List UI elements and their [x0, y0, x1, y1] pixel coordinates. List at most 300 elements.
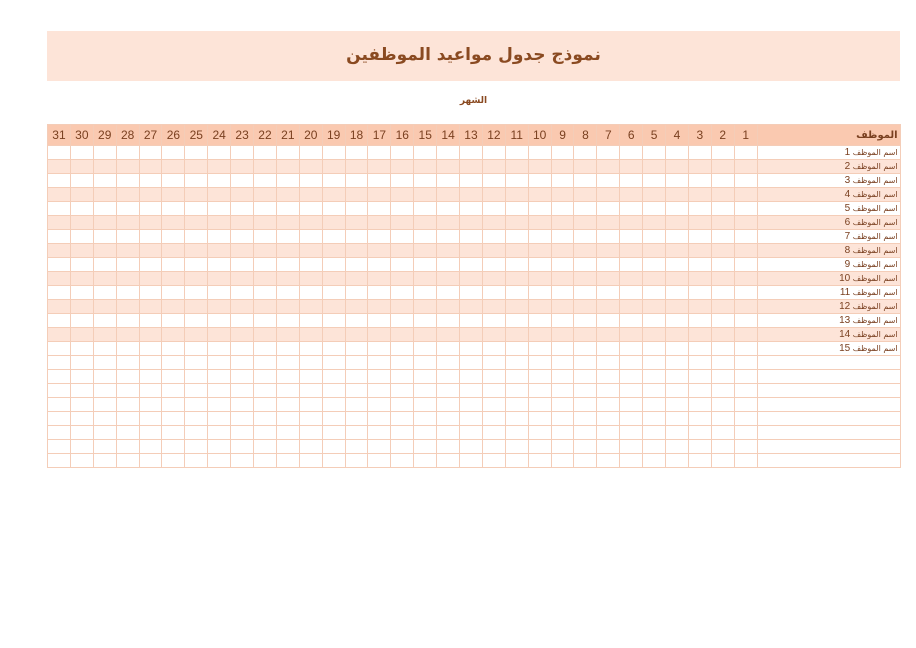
schedule-cell[interactable]	[734, 328, 757, 342]
employee-name-cell[interactable]	[757, 426, 900, 440]
employee-name-cell[interactable]	[757, 230, 900, 244]
schedule-cell[interactable]	[505, 160, 528, 174]
schedule-cell[interactable]	[48, 398, 71, 412]
schedule-cell[interactable]	[437, 188, 460, 202]
schedule-cell[interactable]	[620, 244, 643, 258]
schedule-cell[interactable]	[322, 412, 345, 426]
schedule-cell[interactable]	[620, 258, 643, 272]
schedule-cell[interactable]	[276, 342, 299, 356]
schedule-cell[interactable]	[482, 230, 505, 244]
schedule-cell[interactable]	[322, 328, 345, 342]
schedule-cell[interactable]	[48, 146, 71, 160]
schedule-cell[interactable]	[116, 412, 139, 426]
schedule-cell[interactable]	[666, 244, 689, 258]
schedule-cell[interactable]	[254, 356, 277, 370]
schedule-cell[interactable]	[711, 272, 734, 286]
schedule-cell[interactable]	[368, 300, 391, 314]
schedule-cell[interactable]	[93, 356, 116, 370]
schedule-cell[interactable]	[482, 398, 505, 412]
schedule-cell[interactable]	[139, 412, 162, 426]
schedule-cell[interactable]	[574, 412, 597, 426]
schedule-cell[interactable]	[711, 216, 734, 230]
schedule-cell[interactable]	[208, 272, 231, 286]
schedule-cell[interactable]	[666, 356, 689, 370]
schedule-cell[interactable]	[116, 160, 139, 174]
schedule-cell[interactable]	[93, 454, 116, 468]
schedule-cell[interactable]	[620, 286, 643, 300]
schedule-cell[interactable]	[688, 370, 711, 384]
schedule-cell[interactable]	[551, 300, 574, 314]
schedule-cell[interactable]	[185, 328, 208, 342]
schedule-cell[interactable]	[528, 440, 551, 454]
schedule-cell[interactable]	[688, 440, 711, 454]
schedule-cell[interactable]	[597, 146, 620, 160]
schedule-cell[interactable]	[162, 174, 185, 188]
schedule-cell[interactable]	[48, 258, 71, 272]
schedule-cell[interactable]	[414, 272, 437, 286]
schedule-cell[interactable]	[345, 454, 368, 468]
schedule-cell[interactable]	[666, 146, 689, 160]
schedule-cell[interactable]	[597, 454, 620, 468]
schedule-cell[interactable]	[299, 216, 322, 230]
schedule-cell[interactable]	[597, 342, 620, 356]
schedule-cell[interactable]	[643, 258, 666, 272]
schedule-cell[interactable]	[70, 216, 93, 230]
schedule-cell[interactable]	[711, 174, 734, 188]
schedule-cell[interactable]	[688, 398, 711, 412]
schedule-cell[interactable]	[276, 272, 299, 286]
schedule-cell[interactable]	[93, 174, 116, 188]
schedule-cell[interactable]	[551, 314, 574, 328]
schedule-cell[interactable]	[551, 188, 574, 202]
schedule-cell[interactable]	[231, 272, 254, 286]
schedule-cell[interactable]	[231, 160, 254, 174]
schedule-cell[interactable]	[162, 272, 185, 286]
employee-name-cell[interactable]	[757, 272, 900, 286]
schedule-cell[interactable]	[254, 272, 277, 286]
schedule-cell[interactable]	[231, 286, 254, 300]
schedule-cell[interactable]	[322, 286, 345, 300]
schedule-cell[interactable]	[391, 454, 414, 468]
schedule-cell[interactable]	[391, 146, 414, 160]
schedule-cell[interactable]	[93, 398, 116, 412]
schedule-cell[interactable]	[254, 412, 277, 426]
schedule-cell[interactable]	[208, 244, 231, 258]
schedule-cell[interactable]	[116, 202, 139, 216]
employee-name-cell[interactable]	[757, 258, 900, 272]
schedule-cell[interactable]	[643, 160, 666, 174]
schedule-cell[interactable]	[162, 328, 185, 342]
schedule-cell[interactable]	[368, 188, 391, 202]
schedule-cell[interactable]	[734, 398, 757, 412]
schedule-cell[interactable]	[711, 356, 734, 370]
schedule-cell[interactable]	[345, 258, 368, 272]
employee-name-cell[interactable]	[757, 356, 900, 370]
schedule-cell[interactable]	[688, 314, 711, 328]
schedule-cell[interactable]	[299, 174, 322, 188]
schedule-cell[interactable]	[666, 216, 689, 230]
schedule-cell[interactable]	[368, 258, 391, 272]
schedule-cell[interactable]	[414, 412, 437, 426]
schedule-cell[interactable]	[391, 244, 414, 258]
schedule-cell[interactable]	[48, 384, 71, 398]
schedule-cell[interactable]	[620, 426, 643, 440]
schedule-cell[interactable]	[93, 300, 116, 314]
schedule-cell[interactable]	[162, 412, 185, 426]
schedule-cell[interactable]	[597, 188, 620, 202]
schedule-cell[interactable]	[185, 272, 208, 286]
schedule-cell[interactable]	[505, 398, 528, 412]
schedule-cell[interactable]	[734, 188, 757, 202]
schedule-cell[interactable]	[574, 300, 597, 314]
schedule-cell[interactable]	[482, 272, 505, 286]
schedule-cell[interactable]	[734, 160, 757, 174]
schedule-cell[interactable]	[208, 300, 231, 314]
schedule-cell[interactable]	[48, 328, 71, 342]
employee-name-cell[interactable]	[757, 412, 900, 426]
schedule-cell[interactable]	[185, 398, 208, 412]
schedule-cell[interactable]	[643, 412, 666, 426]
schedule-cell[interactable]	[437, 328, 460, 342]
schedule-cell[interactable]	[254, 174, 277, 188]
schedule-cell[interactable]	[139, 258, 162, 272]
employee-name-cell[interactable]	[757, 188, 900, 202]
schedule-cell[interactable]	[162, 202, 185, 216]
schedule-cell[interactable]	[551, 160, 574, 174]
schedule-cell[interactable]	[574, 328, 597, 342]
schedule-cell[interactable]	[505, 412, 528, 426]
schedule-cell[interactable]	[276, 216, 299, 230]
schedule-cell[interactable]	[70, 370, 93, 384]
schedule-cell[interactable]	[505, 286, 528, 300]
schedule-cell[interactable]	[231, 202, 254, 216]
schedule-cell[interactable]	[574, 370, 597, 384]
schedule-cell[interactable]	[505, 370, 528, 384]
schedule-cell[interactable]	[460, 286, 483, 300]
schedule-cell[interactable]	[688, 454, 711, 468]
schedule-cell[interactable]	[482, 440, 505, 454]
schedule-cell[interactable]	[70, 146, 93, 160]
employee-name-cell[interactable]	[757, 328, 900, 342]
schedule-cell[interactable]	[597, 398, 620, 412]
schedule-cell[interactable]	[254, 230, 277, 244]
schedule-cell[interactable]	[391, 398, 414, 412]
schedule-cell[interactable]	[482, 370, 505, 384]
schedule-cell[interactable]	[162, 230, 185, 244]
schedule-cell[interactable]	[48, 426, 71, 440]
schedule-cell[interactable]	[322, 300, 345, 314]
schedule-cell[interactable]	[711, 384, 734, 398]
schedule-cell[interactable]	[414, 356, 437, 370]
schedule-cell[interactable]	[551, 384, 574, 398]
schedule-cell[interactable]	[185, 258, 208, 272]
schedule-cell[interactable]	[574, 174, 597, 188]
schedule-cell[interactable]	[139, 202, 162, 216]
schedule-cell[interactable]	[505, 440, 528, 454]
schedule-cell[interactable]	[688, 230, 711, 244]
schedule-cell[interactable]	[597, 258, 620, 272]
schedule-cell[interactable]	[276, 202, 299, 216]
schedule-cell[interactable]	[528, 146, 551, 160]
schedule-cell[interactable]	[666, 440, 689, 454]
schedule-cell[interactable]	[231, 398, 254, 412]
schedule-cell[interactable]	[368, 370, 391, 384]
schedule-cell[interactable]	[574, 398, 597, 412]
schedule-cell[interactable]	[93, 342, 116, 356]
schedule-cell[interactable]	[711, 328, 734, 342]
schedule-cell[interactable]	[185, 314, 208, 328]
schedule-cell[interactable]	[345, 174, 368, 188]
schedule-cell[interactable]	[574, 258, 597, 272]
schedule-cell[interactable]	[391, 426, 414, 440]
schedule-cell[interactable]	[574, 160, 597, 174]
schedule-cell[interactable]	[414, 258, 437, 272]
schedule-cell[interactable]	[93, 188, 116, 202]
schedule-cell[interactable]	[276, 440, 299, 454]
schedule-cell[interactable]	[48, 202, 71, 216]
schedule-cell[interactable]	[460, 174, 483, 188]
schedule-cell[interactable]	[643, 384, 666, 398]
schedule-cell[interactable]	[460, 454, 483, 468]
schedule-cell[interactable]	[208, 370, 231, 384]
schedule-cell[interactable]	[666, 160, 689, 174]
schedule-cell[interactable]	[437, 244, 460, 258]
schedule-cell[interactable]	[597, 300, 620, 314]
schedule-cell[interactable]	[162, 384, 185, 398]
schedule-cell[interactable]	[528, 454, 551, 468]
schedule-cell[interactable]	[231, 370, 254, 384]
schedule-cell[interactable]	[551, 244, 574, 258]
schedule-cell[interactable]	[574, 342, 597, 356]
schedule-cell[interactable]	[48, 286, 71, 300]
schedule-cell[interactable]	[185, 188, 208, 202]
schedule-cell[interactable]	[643, 328, 666, 342]
schedule-cell[interactable]	[93, 160, 116, 174]
schedule-cell[interactable]	[231, 216, 254, 230]
schedule-cell[interactable]	[368, 356, 391, 370]
schedule-cell[interactable]	[505, 146, 528, 160]
schedule-cell[interactable]	[597, 370, 620, 384]
schedule-cell[interactable]	[276, 412, 299, 426]
schedule-cell[interactable]	[231, 300, 254, 314]
schedule-cell[interactable]	[482, 188, 505, 202]
schedule-cell[interactable]	[620, 384, 643, 398]
schedule-cell[interactable]	[345, 384, 368, 398]
schedule-cell[interactable]	[620, 216, 643, 230]
schedule-cell[interactable]	[734, 384, 757, 398]
schedule-cell[interactable]	[276, 174, 299, 188]
schedule-cell[interactable]	[345, 398, 368, 412]
schedule-cell[interactable]	[231, 244, 254, 258]
schedule-cell[interactable]	[231, 342, 254, 356]
schedule-cell[interactable]	[368, 202, 391, 216]
employee-name-cell[interactable]	[757, 174, 900, 188]
schedule-cell[interactable]	[139, 272, 162, 286]
schedule-cell[interactable]	[48, 412, 71, 426]
schedule-cell[interactable]	[482, 412, 505, 426]
schedule-cell[interactable]	[688, 384, 711, 398]
schedule-cell[interactable]	[391, 356, 414, 370]
schedule-cell[interactable]	[414, 440, 437, 454]
schedule-cell[interactable]	[185, 426, 208, 440]
schedule-cell[interactable]	[414, 300, 437, 314]
schedule-cell[interactable]	[528, 314, 551, 328]
schedule-cell[interactable]	[254, 286, 277, 300]
schedule-cell[interactable]	[437, 272, 460, 286]
schedule-cell[interactable]	[711, 412, 734, 426]
schedule-cell[interactable]	[597, 440, 620, 454]
schedule-cell[interactable]	[70, 454, 93, 468]
schedule-cell[interactable]	[505, 244, 528, 258]
schedule-cell[interactable]	[460, 370, 483, 384]
schedule-cell[interactable]	[711, 426, 734, 440]
schedule-cell[interactable]	[620, 328, 643, 342]
schedule-cell[interactable]	[505, 188, 528, 202]
schedule-cell[interactable]	[391, 412, 414, 426]
schedule-cell[interactable]	[231, 440, 254, 454]
schedule-cell[interactable]	[391, 384, 414, 398]
schedule-cell[interactable]	[666, 342, 689, 356]
schedule-cell[interactable]	[276, 230, 299, 244]
schedule-cell[interactable]	[116, 398, 139, 412]
schedule-cell[interactable]	[345, 202, 368, 216]
schedule-cell[interactable]	[391, 202, 414, 216]
schedule-cell[interactable]	[368, 398, 391, 412]
schedule-cell[interactable]	[368, 230, 391, 244]
schedule-cell[interactable]	[70, 426, 93, 440]
schedule-cell[interactable]	[116, 356, 139, 370]
schedule-cell[interactable]	[460, 272, 483, 286]
schedule-cell[interactable]	[345, 160, 368, 174]
schedule-cell[interactable]	[597, 160, 620, 174]
schedule-cell[interactable]	[299, 426, 322, 440]
schedule-cell[interactable]	[70, 384, 93, 398]
schedule-cell[interactable]	[688, 356, 711, 370]
schedule-cell[interactable]	[597, 356, 620, 370]
schedule-cell[interactable]	[116, 440, 139, 454]
schedule-cell[interactable]	[93, 412, 116, 426]
schedule-cell[interactable]	[299, 244, 322, 258]
schedule-cell[interactable]	[551, 328, 574, 342]
schedule-cell[interactable]	[93, 146, 116, 160]
schedule-cell[interactable]	[208, 258, 231, 272]
schedule-cell[interactable]	[574, 272, 597, 286]
schedule-cell[interactable]	[299, 258, 322, 272]
schedule-cell[interactable]	[231, 230, 254, 244]
schedule-cell[interactable]	[391, 314, 414, 328]
schedule-cell[interactable]	[139, 370, 162, 384]
schedule-cell[interactable]	[528, 272, 551, 286]
schedule-cell[interactable]	[93, 258, 116, 272]
schedule-cell[interactable]	[322, 426, 345, 440]
schedule-cell[interactable]	[48, 370, 71, 384]
schedule-cell[interactable]	[116, 174, 139, 188]
schedule-cell[interactable]	[643, 230, 666, 244]
schedule-cell[interactable]	[322, 202, 345, 216]
schedule-cell[interactable]	[734, 286, 757, 300]
schedule-cell[interactable]	[391, 272, 414, 286]
schedule-cell[interactable]	[276, 426, 299, 440]
schedule-cell[interactable]	[734, 356, 757, 370]
schedule-cell[interactable]	[734, 314, 757, 328]
schedule-cell[interactable]	[231, 384, 254, 398]
schedule-cell[interactable]	[139, 314, 162, 328]
schedule-cell[interactable]	[299, 314, 322, 328]
schedule-cell[interactable]	[597, 328, 620, 342]
schedule-cell[interactable]	[322, 272, 345, 286]
schedule-cell[interactable]	[734, 440, 757, 454]
schedule-cell[interactable]	[48, 454, 71, 468]
schedule-cell[interactable]	[460, 300, 483, 314]
schedule-cell[interactable]	[345, 370, 368, 384]
schedule-cell[interactable]	[185, 454, 208, 468]
schedule-cell[interactable]	[70, 412, 93, 426]
schedule-cell[interactable]	[643, 146, 666, 160]
employee-name-cell[interactable]	[757, 300, 900, 314]
schedule-cell[interactable]	[48, 174, 71, 188]
schedule-cell[interactable]	[551, 412, 574, 426]
schedule-cell[interactable]	[734, 244, 757, 258]
schedule-cell[interactable]	[162, 258, 185, 272]
schedule-cell[interactable]	[322, 258, 345, 272]
schedule-cell[interactable]	[734, 258, 757, 272]
schedule-cell[interactable]	[688, 328, 711, 342]
schedule-cell[interactable]	[643, 300, 666, 314]
schedule-cell[interactable]	[688, 426, 711, 440]
schedule-cell[interactable]	[139, 398, 162, 412]
schedule-cell[interactable]	[414, 244, 437, 258]
schedule-cell[interactable]	[620, 146, 643, 160]
schedule-cell[interactable]	[711, 230, 734, 244]
schedule-cell[interactable]	[528, 328, 551, 342]
schedule-cell[interactable]	[666, 384, 689, 398]
schedule-cell[interactable]	[368, 328, 391, 342]
schedule-cell[interactable]	[162, 244, 185, 258]
schedule-cell[interactable]	[345, 356, 368, 370]
schedule-cell[interactable]	[643, 426, 666, 440]
schedule-cell[interactable]	[482, 258, 505, 272]
schedule-cell[interactable]	[322, 384, 345, 398]
schedule-cell[interactable]	[70, 300, 93, 314]
schedule-cell[interactable]	[208, 384, 231, 398]
schedule-cell[interactable]	[322, 244, 345, 258]
schedule-cell[interactable]	[528, 160, 551, 174]
schedule-cell[interactable]	[139, 328, 162, 342]
schedule-cell[interactable]	[70, 398, 93, 412]
schedule-cell[interactable]	[368, 244, 391, 258]
schedule-cell[interactable]	[185, 370, 208, 384]
schedule-cell[interactable]	[368, 146, 391, 160]
schedule-cell[interactable]	[208, 426, 231, 440]
schedule-cell[interactable]	[70, 174, 93, 188]
schedule-cell[interactable]	[391, 174, 414, 188]
schedule-cell[interactable]	[208, 314, 231, 328]
schedule-cell[interactable]	[391, 440, 414, 454]
schedule-cell[interactable]	[574, 244, 597, 258]
schedule-cell[interactable]	[711, 286, 734, 300]
schedule-cell[interactable]	[208, 146, 231, 160]
schedule-cell[interactable]	[414, 342, 437, 356]
schedule-cell[interactable]	[482, 202, 505, 216]
schedule-cell[interactable]	[48, 216, 71, 230]
schedule-cell[interactable]	[185, 384, 208, 398]
schedule-cell[interactable]	[666, 328, 689, 342]
schedule-cell[interactable]	[322, 146, 345, 160]
schedule-cell[interactable]	[711, 258, 734, 272]
schedule-cell[interactable]	[414, 216, 437, 230]
schedule-cell[interactable]	[93, 426, 116, 440]
schedule-cell[interactable]	[482, 174, 505, 188]
